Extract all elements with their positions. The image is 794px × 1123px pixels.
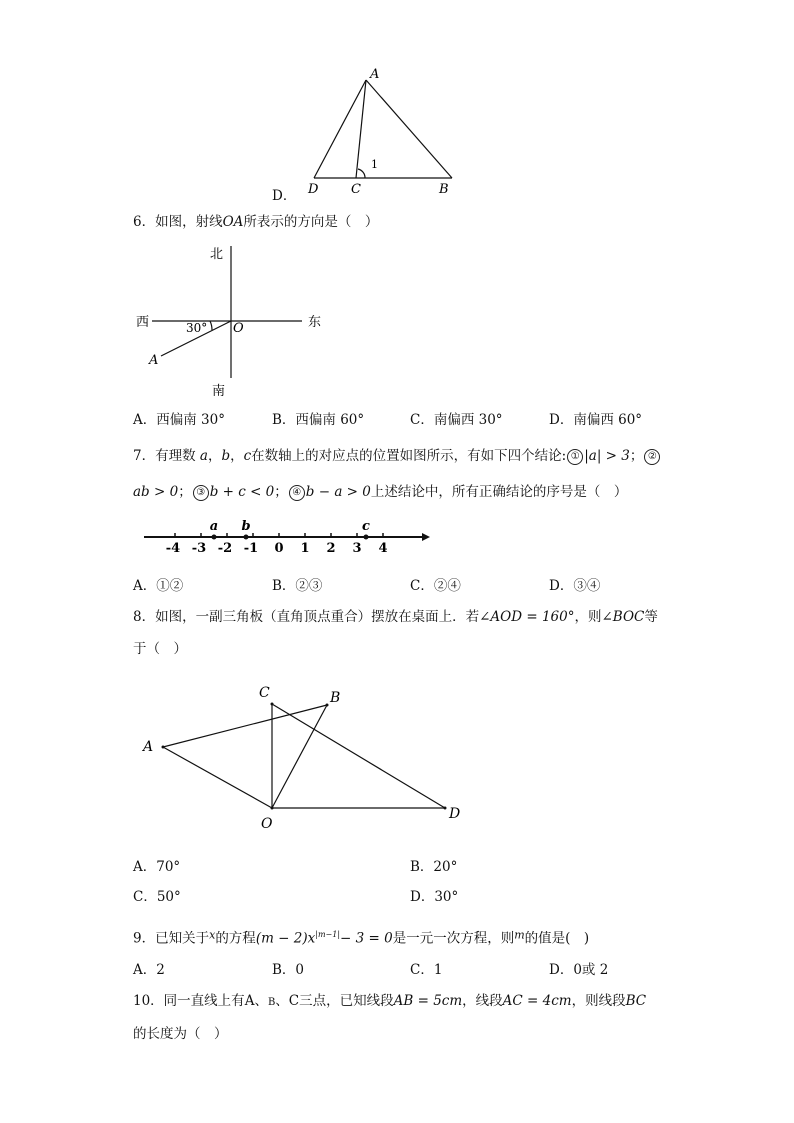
q7-stem-line2: ab > 0； ③ b + c < 0； ④ b − a > 0上述结论中，所有正确结论的序号是（ ） — [133, 484, 628, 500]
label-north: 北 — [210, 247, 224, 262]
label-a: A — [143, 739, 154, 755]
q9-stem: 9．已知关于$^x$的方程$(m - 2)x^{|m-1|}- 3 = 0$是一元一次方程，则$^m$的值是( ) — [133, 928, 590, 947]
label-b: b — [241, 519, 251, 534]
segment-ab — [366, 80, 452, 178]
segment-cd — [272, 704, 445, 808]
q7-option-c[interactable]: C．②④ — [410, 578, 461, 594]
point-c — [364, 535, 369, 540]
q8-option-b[interactable]: B．20° — [410, 859, 458, 875]
q9-option-b[interactable]: B．0 — [272, 962, 305, 978]
label-west: 西 — [136, 315, 150, 330]
q8-option-a[interactable]: A．70° — [133, 859, 181, 875]
label-a: a — [209, 519, 219, 534]
q5-option-d-label: D． — [272, 188, 297, 204]
angle-1-arc — [358, 169, 365, 178]
tick-label-neg4: -4 — [165, 541, 181, 556]
q6-option-b[interactable]: B．西偏南 60° — [272, 412, 365, 428]
q9-option-d[interactable]: D．0或 2 — [549, 962, 609, 978]
tick-label-2: 2 — [326, 541, 336, 556]
q5-triangle-figure — [300, 62, 470, 202]
q6-option-d[interactable]: D．南偏西 60° — [549, 412, 643, 428]
segment-ab — [163, 705, 327, 747]
tick-label-0: 0 — [274, 541, 284, 556]
q7-option-b[interactable]: B．②③ — [272, 578, 323, 594]
q6-compass-figure — [130, 238, 330, 403]
q6-option-a[interactable]: A．西偏南 30° — [133, 412, 225, 428]
segment-ad — [314, 80, 366, 178]
tick-label-neg2: -2 — [217, 541, 233, 556]
tick-label-neg3: -3 — [191, 541, 207, 556]
tick-label-4: 4 — [378, 541, 388, 556]
label-c: c — [362, 519, 370, 534]
q8-triangles-figure — [135, 680, 475, 835]
q9-option-c[interactable]: C．1 — [410, 962, 443, 978]
segment-ao — [163, 747, 272, 808]
label-angle-1: 1 — [371, 158, 378, 171]
tick-label-1: 1 — [300, 541, 310, 556]
angle-30-arc — [210, 321, 212, 330]
q6-stem: 6．如图，射线OA所表示的方向是（ ） — [133, 214, 379, 230]
tick-label-neg1: -1 — [243, 541, 259, 556]
q7-stem-line1: 7．有理数 a，b，c在数轴上的对应点的位置如图所示，有如下四个结论: ① |a| > 3； ② — [133, 446, 661, 466]
q6-option-c[interactable]: C．南偏西 30° — [410, 412, 503, 428]
point-b — [244, 535, 249, 540]
label-b: B — [439, 182, 449, 197]
label-d: D — [449, 806, 461, 822]
label-b: B — [330, 690, 341, 706]
label-c: C — [351, 182, 361, 197]
label-angle-30: 30° — [186, 321, 208, 335]
q7-number-line-figure — [140, 516, 435, 558]
q8-stem-line1: 8．如图，一副三角板（直角顶点重合）摆放在桌面上．若∠AOD = 160°，则∠BOC等 — [133, 609, 658, 625]
label-a: A — [370, 67, 380, 82]
tick-label-3: 3 — [352, 541, 362, 556]
q10-stem-line1: 10．同一直线上有A、B、C三点，已知线段AB = 5cm，线段AC = 4cm，则线段BC — [133, 993, 647, 1009]
number-line-arrow — [422, 533, 430, 541]
q7-option-a[interactable]: A．①② — [133, 578, 184, 594]
q7-option-d[interactable]: D．③④ — [549, 578, 601, 594]
label-o: O — [233, 321, 244, 336]
label-south: 南 — [212, 384, 226, 399]
label-c: C — [259, 685, 270, 701]
q9-option-a[interactable]: A．2 — [133, 962, 165, 978]
label-o: O — [261, 816, 273, 832]
label-a: A — [149, 353, 159, 368]
q8-option-d[interactable]: D．30° — [410, 889, 459, 905]
segment-ac — [356, 80, 366, 178]
label-east: 东 — [308, 315, 322, 330]
q8-option-c[interactable]: C．50° — [133, 889, 181, 905]
q10-stem-line2: 的长度为（ ） — [133, 1026, 228, 1042]
point-a — [212, 535, 217, 540]
label-d: D — [308, 182, 319, 197]
q8-stem-line2: 于（ ） — [133, 641, 187, 657]
